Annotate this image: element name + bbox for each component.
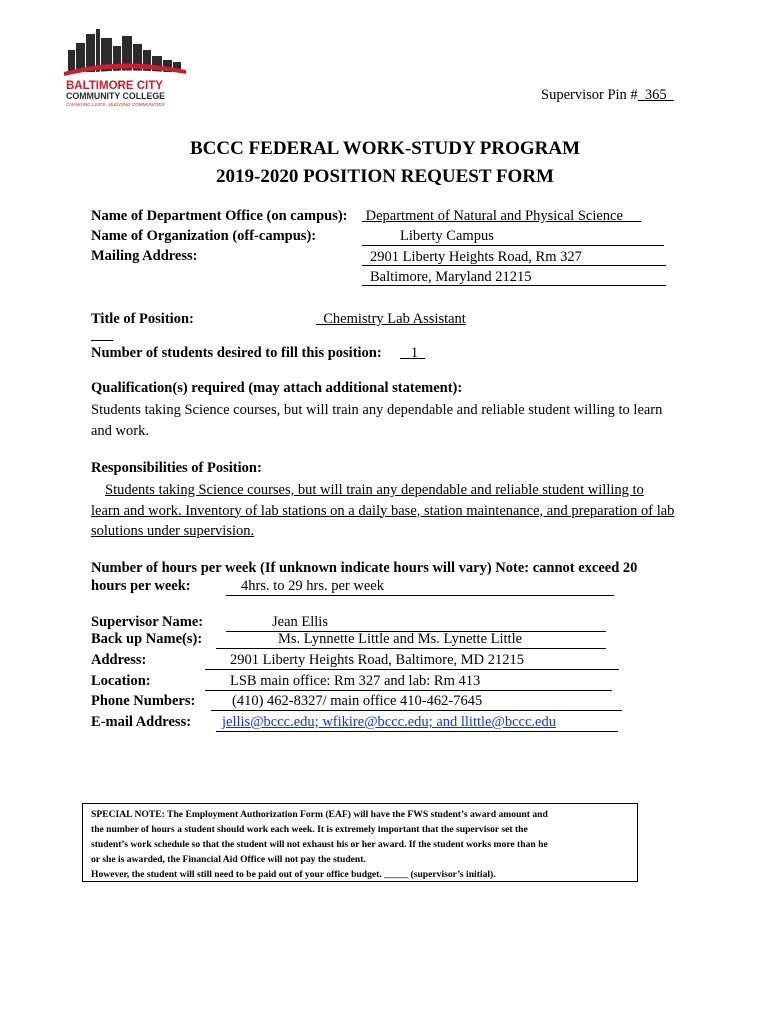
responsibilities-label: Responsibilities of Position: (91, 460, 262, 476)
logo-line2: COMMUNITY COLLEGE (66, 91, 166, 101)
address-label: Address: (91, 652, 147, 668)
location-value: LSB main office: Rm 327 and lab: Rm 413 (205, 673, 612, 691)
location-label: Location: (91, 673, 151, 689)
phone-label: Phone Numbers: (91, 693, 196, 709)
mailing-line2: Baltimore, Maryland 21215 (362, 269, 666, 286)
hours-value: 4hrs. to 29 hrs. per week (226, 578, 614, 596)
position-underline (91, 340, 113, 341)
students-value: 1 (410, 345, 419, 361)
special-note-line3: student’s work schedule so that the student will not exhaust his or her award. If the student works more than he (91, 839, 548, 850)
mailing-label: Mailing Address: (91, 248, 198, 264)
supervisor-pin-value: 365 (644, 87, 667, 103)
email-label: E-mail Address: (91, 714, 192, 730)
special-note-line2: the number of hours a student should work each week. It is extremely important that the supervisor set the (91, 824, 528, 835)
backup-value: Ms. Lynnette Little and Ms. Lynette Little (216, 631, 606, 649)
position-label: Title of Position: (91, 311, 194, 327)
organization-label: Name of Organization (off-campus): (91, 228, 317, 244)
supervisor-value: Jean Ellis (226, 614, 606, 632)
email-link[interactable]: jellis@bccc.edu; wfikire@bccc.edu; and llittle@bccc.edu (222, 714, 556, 730)
address-value: 2901 Liberty Heights Road, Baltimore, MD 21215 (205, 652, 619, 670)
mailing-line1: 2901 Liberty Heights Road, Rm 327 (362, 249, 666, 266)
special-note-line1: SPECIAL NOTE: The Employment Authorization Form (EAF) will have the FWS student’s award amount and (91, 809, 548, 820)
qualifications-label: Qualification(s) required (may attach additional statement): (91, 380, 463, 396)
logo-tagline: CHANGING LIVES...BUILDING COMMUNITIES (66, 102, 165, 107)
supervisor-pin-label: Supervisor Pin # (541, 87, 638, 103)
responsibilities-text: Students taking Science courses, but will train any dependable and reliable student willing to learn and work. Inventory of lab stations on a daily base, station maintenance, and preparation of lab solutions under supervision. (91, 482, 675, 539)
logo-line1: BALTIMORE CITY (66, 80, 163, 92)
special-note-line4: or she is awarded, the Financial Aid Office will not pay the student. (91, 854, 366, 865)
supervisor-pin (541, 87, 674, 104)
organization-value: Liberty Campus (362, 228, 664, 246)
qualifications-text: Students taking Science courses, but will train any dependable and reliable student willing to learn and work. (91, 402, 663, 439)
phone-value: (410) 462-8327/ main office 410-462-7645 (211, 693, 622, 711)
students-label: Number of students desired to fill this position: (91, 345, 382, 361)
form-title-line2: 2019-2020 POSITION REQUEST FORM (216, 166, 554, 187)
supervisor-label: Supervisor Name: (91, 614, 204, 630)
special-note-box (82, 803, 638, 882)
college-logo (62, 26, 192, 108)
email-value (216, 714, 618, 732)
position-value: Chemistry Lab Assistant (323, 311, 466, 327)
form-title-line1: BCCC FEDERAL WORK-STUDY PROGRAM (189, 138, 581, 159)
department-label: Name of Department Office (on campus): (91, 208, 348, 224)
hours-label-line1: Number of hours per week (If unknown indicate hours will vary) Note: cannot exceed 20 (91, 560, 638, 576)
special-note-line5: However, the student will still need to be paid out of your office budget. _____ (supervisor’s initial). (91, 869, 496, 880)
department-value: Department of Natural and Physical Science (365, 208, 623, 224)
backup-label: Back up Name(s): (91, 631, 203, 647)
hours-label-line2: hours per week: (91, 578, 191, 594)
